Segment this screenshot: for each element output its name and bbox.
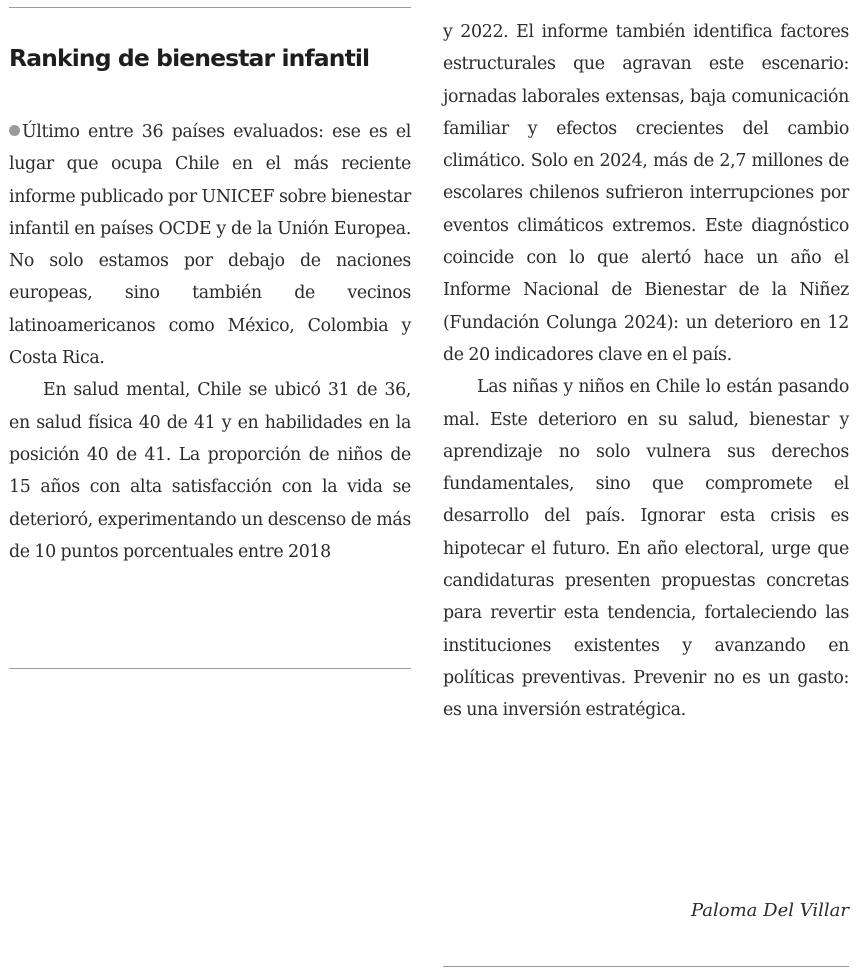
right-column-body [443, 16, 849, 727]
author-signature: Paloma Del Villar [690, 900, 849, 921]
top-rule [9, 7, 411, 8]
paragraph-3: y 2022. El informe también identifica factores estructurales que agravan este escenario: jornadas laborales extensas, baja comunicación familiar y efectos crecientes del cambio climático. Solo en 2024, más de 2,7 millones de escolares chilenos sufrieron interrupciones por eventos climáticos extremos. Este diagnóstico coincide con lo que alertó hace un año el Informe Nacional de Bienestar de la Niñez (Fundación Colunga 2024): un deterioro en 12 de 20 indicadores clave en el país. [443, 22, 849, 365]
right-bottom-rule [443, 966, 849, 967]
left-column-body [9, 116, 411, 568]
paragraph-1 [9, 116, 411, 374]
paragraph-1-text: Último entre 36 países evaluados: ese es el lugar que ocupa Chile en el más reciente informe publicado por UNICEF sobre bienestar infantil en países OCDE y de la Unión Europea. No solo estamos por debajo de naciones europeas, sino también de vecinos latinoamericanos como México, Colombia y Costa Rica. [9, 122, 411, 369]
left-bottom-rule [9, 668, 411, 669]
article-title: Ranking de bienestar infantil [9, 44, 370, 72]
paragraph-4: Las niñas y niños en Chile lo están pasando mal. Este deterioro en su salud, bienestar y aprendizaje no solo vulnera sus derechos fundamentales, sino que compromete el desarrollo del país. Ignorar esta crisis es hipotecar el futuro. En año electoral, urge que candidaturas presenten propuestas concretas para revertir esta tendencia, fortaleciendo las instituciones existentes y avanzando en políticas preventivas. Prevenir no es un gasto: es una inversión estratégica. [443, 377, 849, 721]
paragraph-2: En salud mental, Chile se ubicó 31 de 36, en salud física 40 de 41 y en habilidades en la posición 40 de 41. La proporción de niños de 15 años con alta satisfacción con la vida se deterioró, experimentando un descenso de más de 10 puntos porcentuales entre 2018 [9, 380, 411, 562]
bullet-icon [9, 125, 20, 136]
